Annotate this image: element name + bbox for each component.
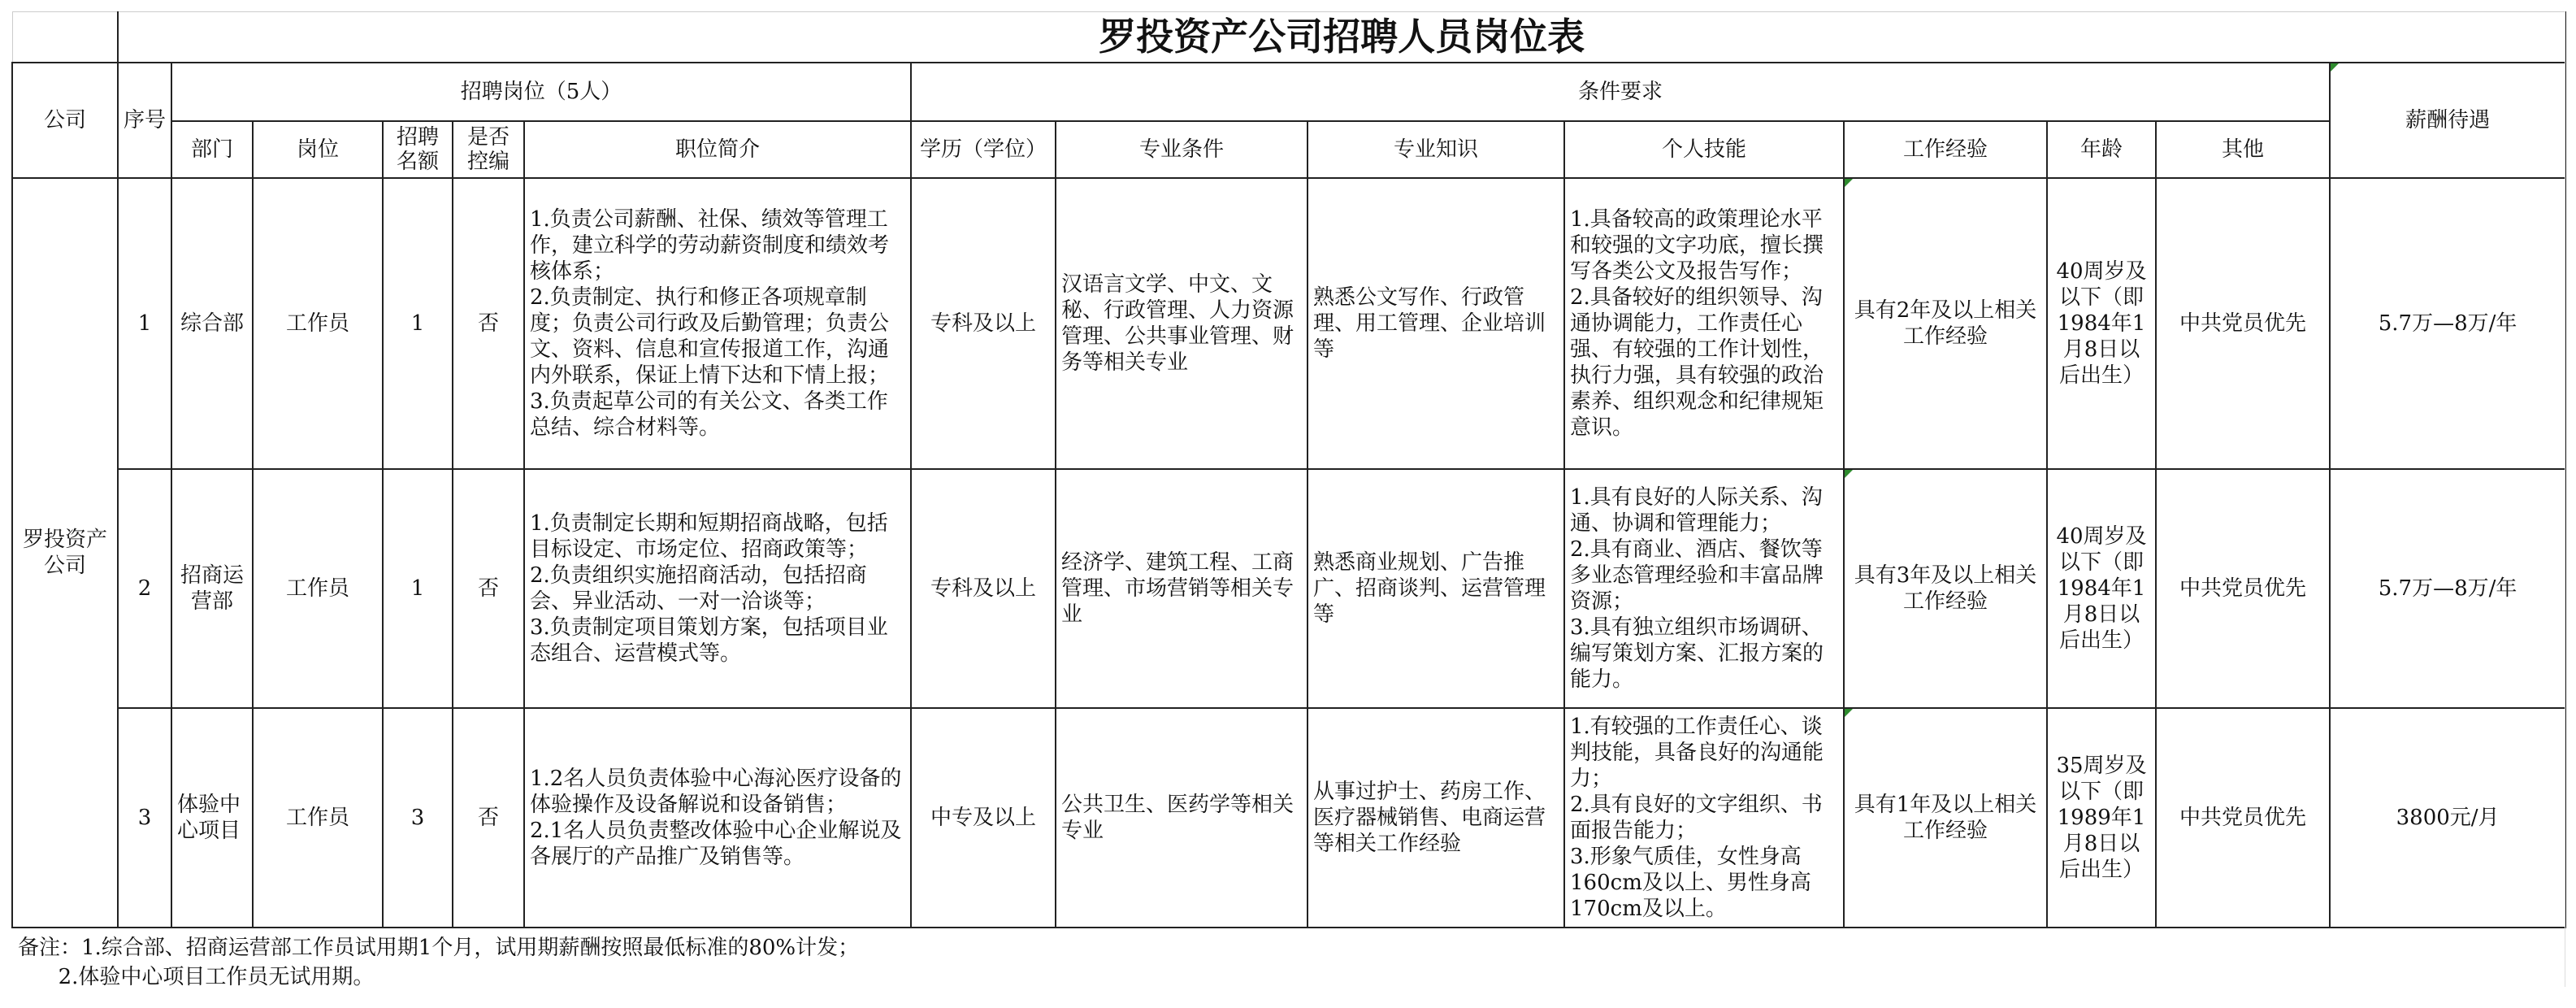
header-major: 专业条件 [1056, 121, 1308, 178]
table-row [12, 469, 2565, 708]
header-other: 其他 [2156, 121, 2330, 178]
cell-age: 40周岁及以下（即1984年1月8日以后出生） [2047, 178, 2156, 469]
cell-experience: 具有1年及以上相关工作经验 [1844, 708, 2047, 928]
header-age: 年龄 [2047, 121, 2156, 178]
cell-salary: 5.7万—8万/年 [2330, 469, 2565, 708]
header-experience: 工作经验 [1844, 121, 2047, 178]
header-post: 岗位 [253, 121, 383, 178]
header-knowledge: 专业知识 [1308, 121, 1564, 178]
cell-other: 中共党员优先 [2156, 178, 2330, 469]
cell-education: 中专及以上 [911, 708, 1056, 928]
cell-age: 40周岁及以下（即1984年1月8日以后出生） [2047, 469, 2156, 708]
cell-skills: 1.有较强的工作责任心、谈判技能，具备良好的沟通能力； 2.具有良好的文字组织、书面报告能力； 3.形象气质佳，女性身高160cm及以上、男性身高170cm及以上。 [1564, 708, 1844, 928]
table-row [12, 178, 2565, 469]
header-positions-group: 招聘岗位（5人） [171, 63, 911, 121]
cell-controlled: 否 [453, 178, 524, 469]
table-title: 罗投资产公司招聘人员岗位表 [118, 12, 2565, 63]
header-row-2 [12, 121, 2565, 178]
cell-education: 专科及以上 [911, 178, 1056, 469]
cell-experience: 具有3年及以上相关工作经验 [1844, 469, 2047, 708]
cell-salary: 3800元/月 [2330, 708, 2565, 928]
header-skills: 个人技能 [1564, 121, 1844, 178]
recruitment-sheet [11, 11, 2565, 928]
recruitment-table [11, 11, 2566, 928]
cell-post: 工作员 [253, 469, 383, 708]
cell-desc: 1.负责制定长期和短期招商战略，包括目标设定、市场定位、招商政策等； 2.负责组织实施招商活动，包括招商会、异业活动、一对一洽谈等； 3.负责制定项目策划方案，包括项目业态组合、运营模式等。 [524, 469, 911, 708]
header-row-1 [12, 63, 2565, 121]
cell-experience: 具有2年及以上相关工作经验 [1844, 178, 2047, 469]
cell-salary: 5.7万—8万/年 [2330, 178, 2565, 469]
cell-major: 公共卫生、医药学等相关专业 [1056, 708, 1308, 928]
title-row [12, 12, 2565, 63]
table-row [12, 708, 2565, 928]
cell-knowledge: 从事过护士、药房工作、医疗器械销售、电商运营等相关工作经验 [1308, 708, 1564, 928]
remark-line-2: 2.体验中心项目工作员无试用期。 [18, 965, 375, 989]
cell-dept: 招商运营部 [171, 469, 253, 708]
header-dept: 部门 [171, 121, 253, 178]
cell-desc: 1.负责公司薪酬、社保、绩效等管理工作，建立科学的劳动薪资制度和绩效考核体系； 2.负责制定、执行和修正各项规章制度；负责公司行政及后勤管理；负责公文、资料、信息和宣传报道工作，沟通内外联系，保证上情下达和下情上报； 3.负责起草公司的有关公文、各类工作总结、综合材料等。 [524, 178, 911, 469]
cell-seq: 1 [118, 178, 171, 469]
cell-major: 经济学、建筑工程、工商管理、市场营销等相关专业 [1056, 469, 1308, 708]
header-education: 学历（学位） [911, 121, 1056, 178]
cell-knowledge: 熟悉商业规划、广告推广、招商谈判、运营管理等 [1308, 469, 1564, 708]
cell-post: 工作员 [253, 178, 383, 469]
cell-seq: 3 [118, 708, 171, 928]
remark-line-1: 备注：1.综合部、招商运营部工作员试用期1个月，试用期薪酬按照最低标准的80%计发； [18, 936, 860, 960]
header-salary: 薪酬待遇 [2330, 63, 2565, 178]
cell-dept: 综合部 [171, 178, 253, 469]
cell-controlled: 否 [453, 469, 524, 708]
cell-skills: 1.具有良好的人际关系、沟通、协调和管理能力； 2.具有商业、酒店、餐饮等多业态管理经验和丰富品牌资源； 3.具有独立组织市场调研、编写策划方案、汇报方案的能力。 [1564, 469, 1844, 708]
cell-quota: 1 [383, 178, 453, 469]
company-name-cell: 罗投资产 公司 [12, 178, 118, 928]
cell-knowledge: 熟悉公文写作、行政管理、用工管理、企业培训等 [1308, 178, 1564, 469]
cell-quota: 3 [383, 708, 453, 928]
cell-other: 中共党员优先 [2156, 708, 2330, 928]
cell-other: 中共党员优先 [2156, 469, 2330, 708]
cell-skills: 1.具备较高的政策理论水平和较强的文字功底，擅长撰写各类公文及报告写作； 2.具备较好的组织领导、沟通协调能力，工作责任心强、有较强的工作计划性，执行力强，具有较强的政治素养、组织观念和纪律规矩意识。 [1564, 178, 1844, 469]
title-spacer[interactable] [12, 12, 118, 63]
cell-quota: 1 [383, 469, 453, 708]
header-quota: 招聘 名额 [383, 121, 453, 178]
header-controlled: 是否 控编 [453, 121, 524, 178]
header-conditions-group: 条件要求 [911, 63, 2330, 121]
remarks [18, 933, 859, 992]
header-seq: 序号 [118, 63, 171, 178]
cell-seq: 2 [118, 469, 171, 708]
cell-desc: 1.2名人员负责体验中心海沁医疗设备的体验操作及设备解说和设备销售； 2.1名人员负责整改体验中心企业解说及各展厅的产品推广及销售等。 [524, 708, 911, 928]
header-company: 公司 [12, 63, 118, 178]
cell-post: 工作员 [253, 708, 383, 928]
cell-education: 专科及以上 [911, 469, 1056, 708]
cell-controlled: 否 [453, 708, 524, 928]
cell-major: 汉语言文学、中文、文秘、行政管理、人力资源管理、公共事业管理、财务等相关专业 [1056, 178, 1308, 469]
cell-dept: 体验中心项目 [171, 708, 253, 928]
cell-age: 35周岁及以下（即1989年1月8日以后出生） [2047, 708, 2156, 928]
header-desc: 职位简介 [524, 121, 911, 178]
